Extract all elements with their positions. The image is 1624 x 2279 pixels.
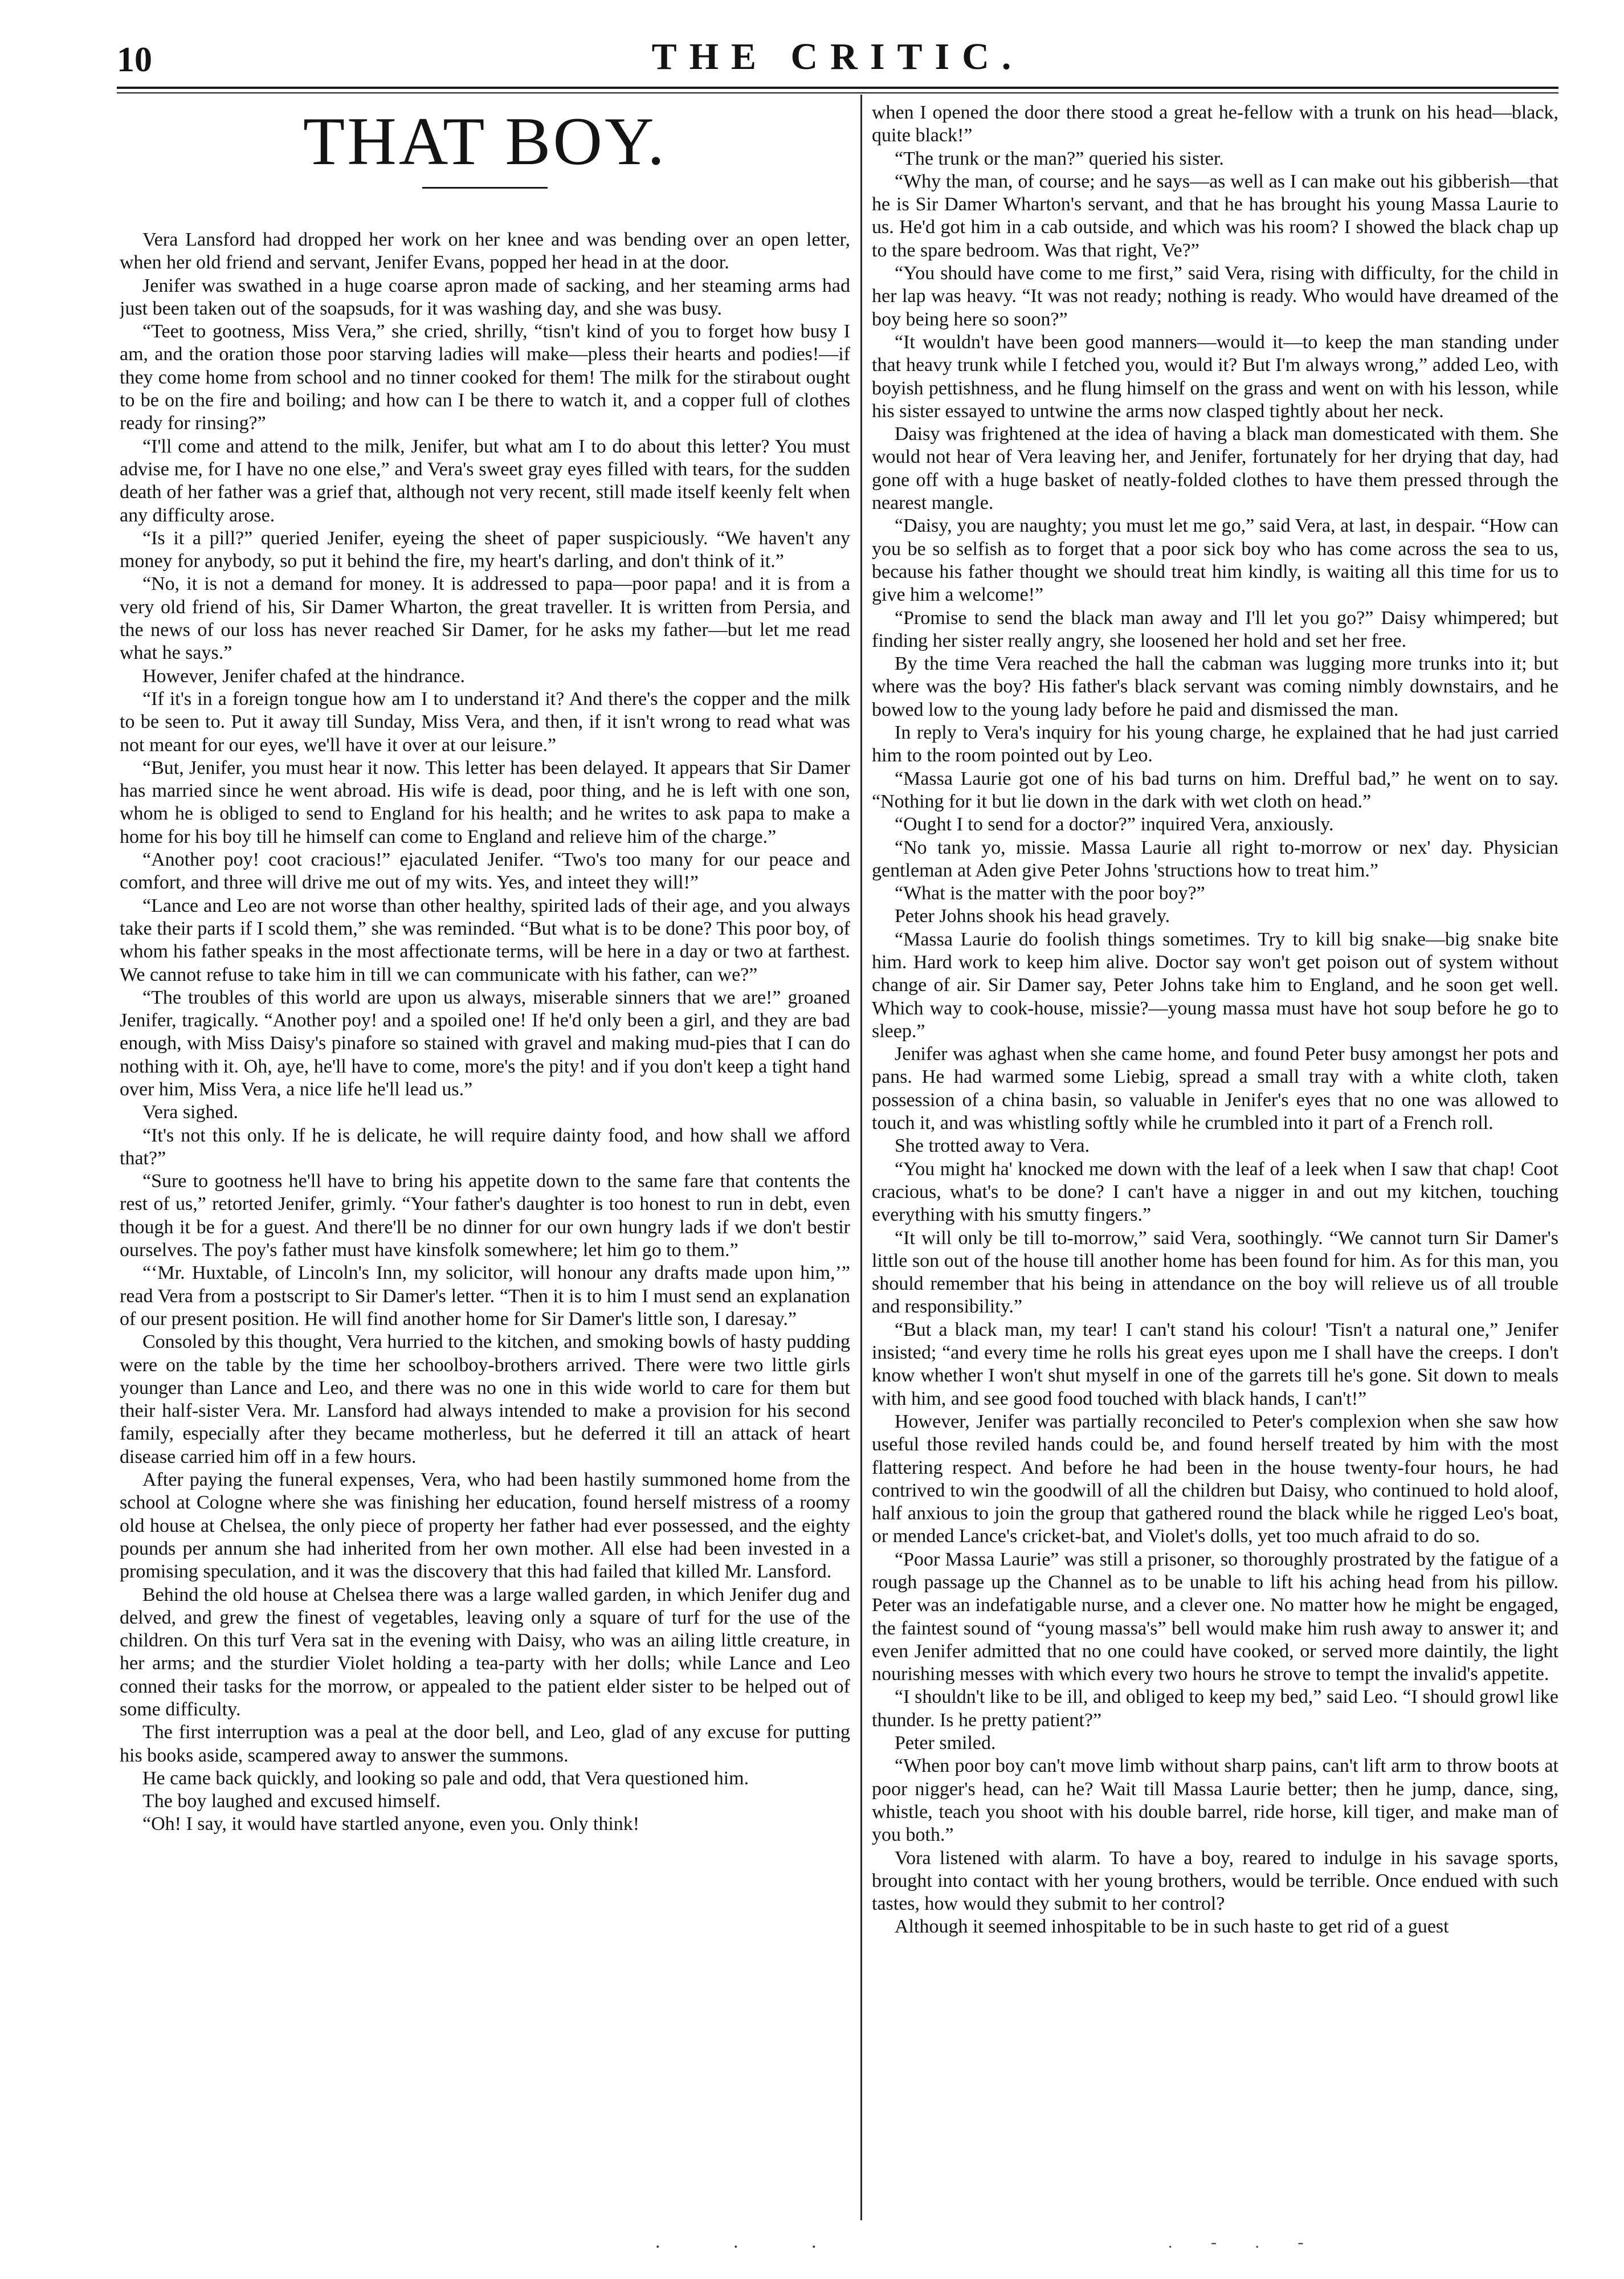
article-paragraph: “The troubles of this world are upon us always, miserable sinners that we are!” groaned Jenifer, tragically. “Another poy! and a spoiled one! If he'd only been a girl, and they are bad enough, with Miss Daisy's pinafore so stained with gravel and making mud-pies that I can do nothing with it. Oh, aye, he'll have to come, more's the pity! and if you don't keep a tight hand over him, Miss Vera, a nice life he'll lead us.” <box>120 986 850 1100</box>
article-paragraph: “Daisy, you are naughty; you must let me go,” said Vera, at last, in despair. “How can you be so selfish as to forget that a poor sick boy who has come across the sea to us, because his father thought we should treat him kindly, is waiting all this time for us to give him a welcome!” <box>872 515 1558 606</box>
article-paragraph: “I shouldn't like to be ill, and obliged to keep my bed,” said Leo. “I should growl like thunder. Is he pretty patient?” <box>872 1686 1558 1731</box>
article-paragraph: “When poor boy can't move limb without sharp pains, can't lift arm to throw boots at poor nigger's head, can he? Wait till Massa Laurie better; then he jump, dance, sing, whistle, teach you shoot with his double barrel, ride horse, kill tiger, and make man of you both.” <box>872 1755 1558 1846</box>
article-paragraph: “Massa Laurie got one of his bad turns on him. Drefful bad,” he went on to say. “Nothing for it but lie down in the dark with wet cloth on head.” <box>872 768 1558 812</box>
story-title: THAT BOY. <box>303 103 667 179</box>
article-paragraph: “No, it is not a demand for money. It is addressed to papa—poor papa! and it is from a very old friend of his, Sir Damer Wharton, the great traveller. It is written from Persia, and the news of our loss has never reached Sir Damer, for he asks my father—but let me read what he says.” <box>120 573 850 664</box>
article-paragraph: when I opened the door there stood a great he-fellow with a trunk on his head—black, quite black!” <box>872 102 1558 146</box>
left-column <box>120 101 850 2221</box>
article-paragraph: In reply to Vera's inquiry for his young charge, he explained that he had just carried him to the room pointed out by Leo. <box>872 722 1558 767</box>
article-paragraph: “I'll come and attend to the milk, Jenifer, but what am I to do about this letter? You must advise me, for I have no one else,” and Vera's sweet gray eyes filled with tears, for the sudden death of her father was a grief that, although not very recent, still made itself keenly felt when any difficulty arose. <box>120 435 850 526</box>
right-column <box>872 101 1558 2221</box>
article-paragraph: “Poor Massa Laurie” was still a prisoner, so thoroughly prostrated by the fatigue of a rough passage up the Channel as to be unable to lift his aching head from his pillow. Peter was an indefatigable nurse, and a clever one. No matter how he might be engaged, the faintest sound of “young massa's” bell would make him rush away to answer it; and even Jenifer admitted that no one could have cooked, or served more daintily, the light nourishing messes with which every two hours he strove to tempt the invalid's appetite. <box>872 1548 1558 1685</box>
article-paragraph: After paying the funeral expenses, Vera, who had been hastily summoned home from the school at Cologne where she was finishing her education, found herself mistress of a roomy old house at Chelsea, the only piece of property her father had ever possessed, and the eighty pounds per annum she had inherited from her own mother. All else had been invested in a promising speculation, and it was the discovery that this had failed that killed Mr. Lansford. <box>120 1469 850 1583</box>
article-paragraph: “Lance and Leo are not worse than other healthy, spirited lads of their age, and you always take their parts if I scold them,” she was reminded. “But what is to be done? This poor boy, of whom his father speaks in the most affectionate terms, will be here in a day or two at farthest. We cannot refuse to take him in till we can communicate with his father, can we?” <box>120 895 850 985</box>
article-paragraph: “‘Mr. Huxtable, of Lincoln's Inn, my solicitor, will honour any drafts made upon him,’” read Vera from a postscript to Sir Damer's letter. “Then it is to him I must send an explanation of our present position. He will find another home for Sir Damer's little son, I daresay.” <box>120 1262 850 1330</box>
article-paragraph: Daisy was frightened at the idea of having a black man domesticated with them. She would not hear of Vera leaving her, and Jenifer, fortunately for her drying that day, had gone off with a huge basket of neatly-folded clothes to have them pressed through the nearest mangle. <box>872 423 1558 514</box>
article-paragraph: “You might ha' knocked me down with the leaf of a leek when I saw that chap! Coot cracious, what's to be done? I can't have a nigger in and out my kitchen, touching everything with his smutty fingers.” <box>872 1158 1558 1226</box>
article-paragraph: He came back quickly, and looking so pale and odd, that Vera questioned him. <box>142 1767 749 1789</box>
article-paragraph: “It will only be till to-morrow,” said Vera, soothingly. “We cannot turn Sir Damer's little son out of the house till another home has been found for him. As for this man, you should remember that his being in attendance on the boy will relieve us of all trouble and responsibility.” <box>872 1227 1558 1318</box>
article-paragraph: She trotted away to Vera. <box>895 1135 1090 1157</box>
footer-marks-right: . - . - <box>1168 2233 1321 2252</box>
article-paragraph: “But a black man, my tear! I can't stand his colour! 'Tisn't a natural one,” Jenifer insisted; “and every time he rolls his great eyes upon me I shall have the creeps. I don't know whether I won't shut myself in one of the garrets till he's gone. Sit down to meals with him, and see good food touched with black hands, I can't!” <box>872 1319 1558 1409</box>
article-paragraph: “The trunk or the man?” queried his sister. <box>895 148 1224 169</box>
article-paragraph: The first interruption was a peal at the door bell, and Leo, glad of any excuse for putting his books aside, scampered away to answer the summons. <box>120 1722 850 1766</box>
article-paragraph: The boy laughed and excused himself. <box>142 1791 441 1812</box>
title-rule <box>422 187 548 189</box>
article-paragraph: “What is the matter with the poor boy?” <box>895 883 1205 904</box>
article-paragraph: Peter Johns shook his head gravely. <box>895 906 1170 927</box>
article-paragraph: Although it seemed inhospitable to be in such haste to get rid of a guest <box>895 1916 1449 1938</box>
article-paragraph: “But, Jenifer, you must hear it now. This letter has been delayed. It appears that Sir Damer has married since he went abroad. His wife is dead, poor thing, and he is left with one son, whom he is obliged to send to England for his health; and he writes to ask papa to make a home for his boy till he himself can come to England and relieve him of the charge.” <box>120 757 850 847</box>
article-paragraph: “If it's in a foreign tongue how am I to understand it? And there's the copper and the milk to be seen to. Put it away till Sunday, Miss Vera, and then, if it isn't wrong to read what was not meant for our eyes, we'll have it over at our leisure.” <box>120 688 850 756</box>
article-paragraph: “Teet to gootness, Miss Vera,” she cried, shrilly, “tisn't kind of you to forget how busy I am, and the oration those poor starving ladies will make—pless their hearts and podies!—if they come home from school and no tinner cooked for them! The milk for the stirabout ought to be on the fire and boiling; and how can I be there to watch it, and a copper full of clothes ready for rinsing?” <box>120 321 850 434</box>
article-paragraph: “Sure to gootness he'll have to bring his appetite down to the same fare that contents the rest of us,” retorted Jenifer, grimly. “Your father's daughter is too honest to run in debt, even though it be for a guest. And there'll be no dinner for our own hungry lads if we don't bestir ourselves. The poy's father must have kinsfolk somewhere; let him go to them.” <box>120 1171 850 1261</box>
header-rule-thick <box>117 87 1558 89</box>
article-paragraph: “Why the man, of course; and he says—as well as I can make out his gibberish—that he is Sir Damer Wharton's servant, and that he has brought his young Massa Laurie to us. He'd got him in a cab outside, and which was his room? I showed the black chap up to the spare bedroom. Was that right, Ve?” <box>872 170 1558 261</box>
article-paragraph: Vera Lansford had dropped her work on her knee and was bending over an open letter, when her old friend and servant, Jenifer Evans, popped her head in at the door. <box>120 229 850 274</box>
article-paragraph: “Massa Laurie do foolish things sometimes. Try to kill big snake—big snake bite him. Hard work to keep him alive. Doctor say won't get poison out of system without change of air. Sir Damer say, Peter Johns take him to England, and he soon get well. Which way to cook-house, missie?—young massa must have hot soup before he go to sleep.” <box>872 928 1558 1042</box>
article-paragraph: Consoled by this thought, Vera hurried to the kitchen, and smoking bowls of hasty pudding were on the table by the time her schoolboy-brothers arrived. There were two little girls younger than Lance and Leo, and there was no one in this wide world to care for them but their half-sister Vera. Mr. Lansford had always intended to make a provision for his second family, especially after they became motherless, but he deferred it till an attack of heart disease carried him off in a few hours. <box>120 1331 850 1467</box>
article-paragraph: “Promise to send the black man away and I'll let you go?” Daisy whimpered; but finding her sister really angry, she loosened her hold and set her free. <box>872 607 1558 651</box>
article-paragraph: However, Jenifer was partially reconciled to Peter's complexion when she saw how useful those reviled hands could be, and found herself treated by him with the most flattering respect. And before he had been in the house twenty-four hours, he had contrived to win the goodwill of all the children but Daisy, who continued to hold aloof, half anxious to join the group that gathered round the black while he rigged Leo's boat, or mended Lance's cricket-bat, and Violet's dolls, yet too much afraid to do so. <box>872 1410 1558 1547</box>
article-paragraph: “Oh! I say, it would have startled anyone, even you. Only think! <box>142 1813 640 1835</box>
article-paragraph: Vora listened with alarm. To have a boy, reared to indulge in his savage sports, brought into contact with her young brothers, would be terrible. Once endued with such tastes, how would they submit to her control? <box>872 1847 1558 1915</box>
article-paragraph: Behind the old house at Chelsea there was a large walled garden, in which Jenifer dug and delved, and grew the finest of vegetables, leaving only a square of turf for the use of the children. On this turf Vera sat in the evening with Daisy, who was an ailing little creature, in her arms; and the sturdier Violet holding a tea-party with her dolls; while Lance and Leo conned their tasks for the morrow, or appealed to the patient elder sister to be helped out of some difficulty. <box>120 1584 850 1720</box>
article-paragraph: “It's not this only. If he is delicate, he will require dainty food, and how shall we afford that?” <box>120 1124 850 1169</box>
article-paragraph: Jenifer was aghast when she came home, and found Peter busy amongst her pots and pans. He had warmed some Liebig, spread a small tray with a white cloth, taken possession of a china basin, so valuable in Jenifer's eyes that no one was allowed to touch it, and was whistling softly while he crumbled into it part of a French roll. <box>872 1043 1558 1134</box>
article-paragraph: Peter smiled. <box>895 1732 996 1754</box>
article-paragraph: “You should have come to me first,” said Vera, rising with difficulty, for the child in her lap was heavy. “It was not ready; nothing is ready. Who would have dreamed of the boy being here so soon?” <box>872 263 1558 330</box>
article-paragraph: “Ought I to send for a doctor?” inquired Vera, anxiously. <box>895 814 1334 835</box>
article-paragraph: “Is it a pill?” queried Jenifer, eyeing the sheet of paper suspiciously. “We haven't any money for anybody, so put it behind the fire, my heart's darling, and don't think of it.” <box>120 527 850 572</box>
article-paragraph: By the time Vera reached the hall the cabman was lugging more trunks into it; but where was the boy? His father's black servant was coming nimbly downstairs, and he bowed low to the young lady before he paid and dismissed the man. <box>872 653 1558 720</box>
article-paragraph: However, Jenifer chafed at the hindrance. <box>142 665 465 687</box>
article-paragraph: “Another poy! coot cracious!” ejaculated Jenifer. “Two's too many for our peace and comfort, and three will drive me out of my wits. Yes, and inteet they will!” <box>120 849 850 894</box>
article-paragraph: “It wouldn't have been good manners—would it—to keep the man standing under that heavy trunk while I fetched you, would it? But I'm always wrong,” added Leo, with boyish pettishness, and he flung himself on the grass and went on with his lesson, while his sister essayed to untwine the arms now clasped tightly about her neck. <box>872 331 1558 422</box>
article-paragraph: Jenifer was swathed in a huge coarse apron made of sacking, and her steaming arms had just been taken out of the soapsuds, for it was washing day, and she was busy. <box>120 275 850 319</box>
masthead-title: THE CRITIC. <box>651 36 1024 78</box>
page-header <box>117 35 1558 87</box>
header-rule-thin <box>117 92 1558 93</box>
article-paragraph: Vera sighed. <box>142 1102 239 1123</box>
page-number: 10 <box>117 40 152 79</box>
footer-marks: . . . <box>655 2231 851 2252</box>
article-paragraph: “No tank yo, missie. Massa Laurie all right to-morrow or nex' day. Physician gentleman at Aden give Peter Johns 'structions how to treat him.” <box>872 837 1558 881</box>
column-divider <box>860 95 862 2220</box>
